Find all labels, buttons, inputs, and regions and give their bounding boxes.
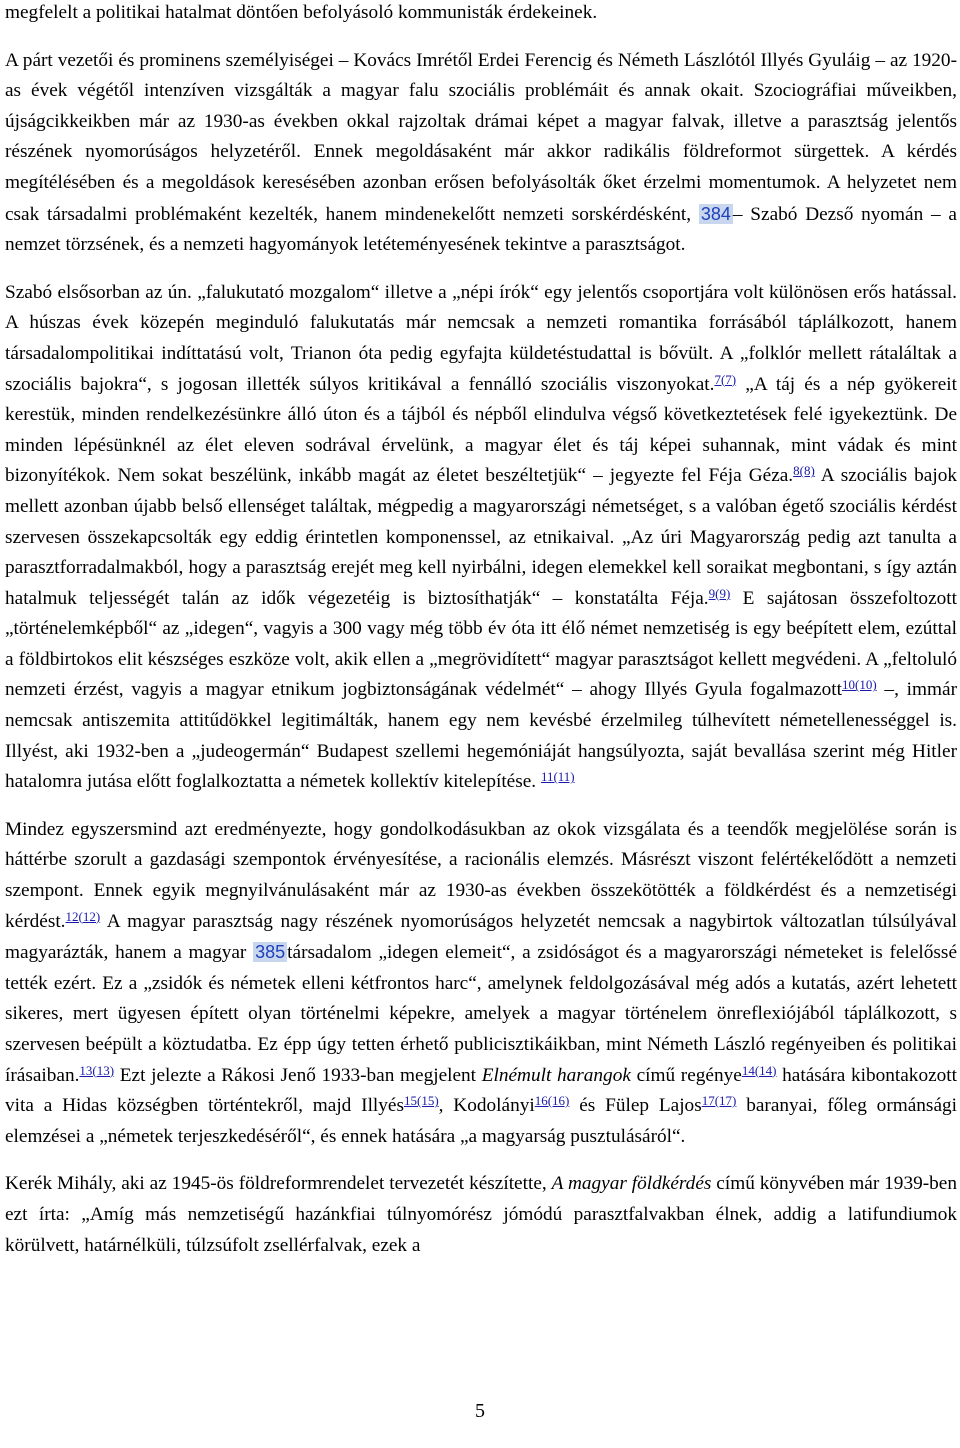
footnote-link-7[interactable]: 7(7) [714,371,737,387]
page-marker-385[interactable]: 385 [255,942,286,963]
paragraph-text: A szociális bajok mellett azonban újabb belső ellenséget találtak, mégpedig a magyarországi németséget, s a valóban égető szociális kérdést szervesen összekapcsolták egy eddig érintetlen komponenssel, az etnikaival. „Az úri Magyarország pedig azt tanulta a parasztforradalmakból, hogy a parasztság erejét meg kell nyirbálni, idegen elemekkel kell soraikat megbontani, s így aztán hatalmuk teljességét talán az idők végezetéig is biztosíthatják“ – konstatálta Féja. [5,465,957,609]
paragraph-text: –, immár nemcsak antiszemita attitűdökkel legitimálták, hanem egy nem kevésbé érzelmileg túlhevített németellenességgel is. Illyést, aki 1932-ben a „judeogermán“ Budapest szellemi hegemóniáját hangsúlyozta, saját bevallása szerint még Hitler hatalomra jutása előtt foglalkoztatta a németek kollektív kitelepítése. [5,679,957,793]
footnote-link-13[interactable]: 13(13) [79,1062,115,1078]
paragraph-text: baranyai, főleg ormánsági elemzései a „németek terjeszkedéséről“, és ennek hatására „a magyarság pusztulásáról“. [5,1095,957,1147]
paragraph-text: E sajátosan összefoltozott „történelemképből“ az „idegen“, vagyis a 300 vagy még több év óta itt élő német nemzetiség is egy beépített elem, ezúttal a földbirtokos elit készséges eszköze volt, akik ellen a „megrövidített“ magyar parasztságot kellett megvédeni. A „feltoluló nemzeti érzést, vagyis a magyar etnikum jogbiztonságának védelmét“ – ahogy Illyés Gyula fogalmazott [5,587,957,701]
paragraph-1 [5,46,957,261]
book-title: A magyar földkérdés [551,1173,712,1195]
paragraph-text: Szabó elsősorban az ún. „falukutató mozgalom“ illetve a „népi írók“ egy jelentős csoportjára volt különösen erős hatással. A húszas évek közepén meginduló falukutatás már nemcsak a nemzeti romantika forrásából táplálkozott, hanem társadalompolitikai indíttatású volt, Trianon óta pedig egyfajta küldetéstudattal is bővült. A „folklór mellett rátaláltak a szociális bajokra“, s jogosan illették súlyos kritikával a fennálló szociális viszonyokat. [5,281,957,395]
paragraph-text: , Kodolányi [438,1095,535,1117]
paragraph-3 [5,815,957,1153]
paragraph-gap [5,798,957,815]
paragraph-text: Ezt jelezte a Rákosi Jenő 1933-ban megjelent [114,1064,482,1086]
page-number: 5 [475,1400,485,1422]
footnote-link-16[interactable]: 16(16) [534,1093,570,1109]
document-page [5,0,957,1261]
book-title: Elnémult harangok [481,1064,631,1086]
paragraph-text: Kerék Mihály, aki az 1945-ös földreformrendelet tervezetét készítette, [5,1173,552,1195]
paragraph-2 [5,278,957,798]
paragraph-text: című regénye [630,1064,742,1086]
paragraph-gap [5,1152,957,1169]
footnote-link-15[interactable]: 15(15) [403,1093,439,1109]
paragraph-text: Mindez egyszersmind azt eredményezte, hogy gondolkodásukban az okok vizsgálata és a teendők megjelölése során is háttérbe szorult a gazdasági szempontok érvényesítése, a racionális elemzés. Másrészt viszont felértékelődött a nemzeti szempont. Ennek egyik megnyilvánulásaként már az 1930-as években összekötötték a földkérdést és a nemzetiségi kérdést. [5,818,957,932]
footnote-link-10[interactable]: 10(10) [841,677,877,693]
footnote-link-17[interactable]: 17(17) [701,1093,737,1109]
footnote-link-11[interactable]: 11(11) [540,769,575,785]
paragraph-text: „A táj és a nép gyökereit kerestük, minden rendelkezésünkre álló úton és a tájból és népből elindulva végső következtetések felé igyekeztünk. De minden lépésünknél az élet eleven sodrával érvelünk, a magyar élet és táj képei suhannak, mint vádak és mint bizonyítékok. Nem sokat beszélünk, inkább magát az életet beszéltetjük“ – jegyezte fel Féja Géza. [5,373,957,487]
paragraph-gap [5,261,957,278]
paragraph-text: A párt vezetői és prominens személyiségei – Kovács Imrétől Erdei Ferencig és Németh Lászlótól Illyés Gyuláig – az 1920-as évek végétől intenzíven vizsgálták a magyar falu szociális problémáit és annak okait. Szociográfiai műveikben, újságcikkeikben már az 1930-as években okkal rajzoltak drámai képet a magyar falvak, illetve a parasztság jelentős részének nyomorúságos helyzetéről. Ennek megoldásaként már akkor radikális földreformot sürgettek. A kérdés megítélésében és a megoldások keresésében azonban erősen befolyásolták őket érzelmi momentumok. A helyzetet nem csak társadalmi problémaként kezelték, hanem mindenekelőtt nemzeti sorskérdésként, [5,49,957,225]
paragraph-text: című könyvében már 1939-ben ezt írta: „Amíg más nemzetiségű hazánkfiai túlnyomórész jómódú parasztfalvakban élnek, addig a latifundiumok körülvett, határnélküli, túlzsúfolt zsellérfalvak, ezek a [5,1173,957,1256]
paragraph-0 [5,0,957,29]
paragraph-text: társadalom „idegen elemeit“, a zsidóságot és a magyarországi németeket is felelőssé tették ezért. Ez a „zsidók és németek elleni kétfrontos harc“, amelynek feldolgozásával még adós a kutatás, azért lehetett sikeres, mert ügyesen épített olyan történelmi képekre, amelyek a magyar történelem önreflexiójából táplálkozott, s szervesen beépült a köztudatba. Ez épp úgy tetten érhető publicisztikáikban, mint Németh László regényeiben és politikai írásaiban. [5,942,957,1086]
paragraph-text: A magyar parasztság nagy részének nyomorúságos helyzetét nemcsak a nagybirtok változatlan túlsúlyával magyarázták, hanem a magyar [5,910,957,964]
footnote-link-8[interactable]: 8(8) [793,463,815,479]
footnote-link-14[interactable]: 14(14) [741,1062,777,1078]
paragraph-text: – Szabó Dezső nyomán – a nemzet törzsének, és a nemzeti hagyományok letéteményesének tekintve a parasztságot. [5,203,957,256]
paragraph-gap [5,29,957,46]
footnote-link-12[interactable]: 12(12) [65,908,101,924]
paragraph-4 [5,1169,957,1261]
paragraph-text: megfelelt a politikai hatalmat döntően befolyásoló kommunisták érdekeinek. [5,2,598,23]
footnote-link-9[interactable]: 9(9) [708,585,731,601]
page-marker-384[interactable]: 384 [700,203,731,224]
paragraph-text: hatására kibontakozott vita a Hidas községben történtekről, majd Illyés [5,1064,957,1117]
paragraph-text: és Fülep Lajos [569,1095,702,1117]
